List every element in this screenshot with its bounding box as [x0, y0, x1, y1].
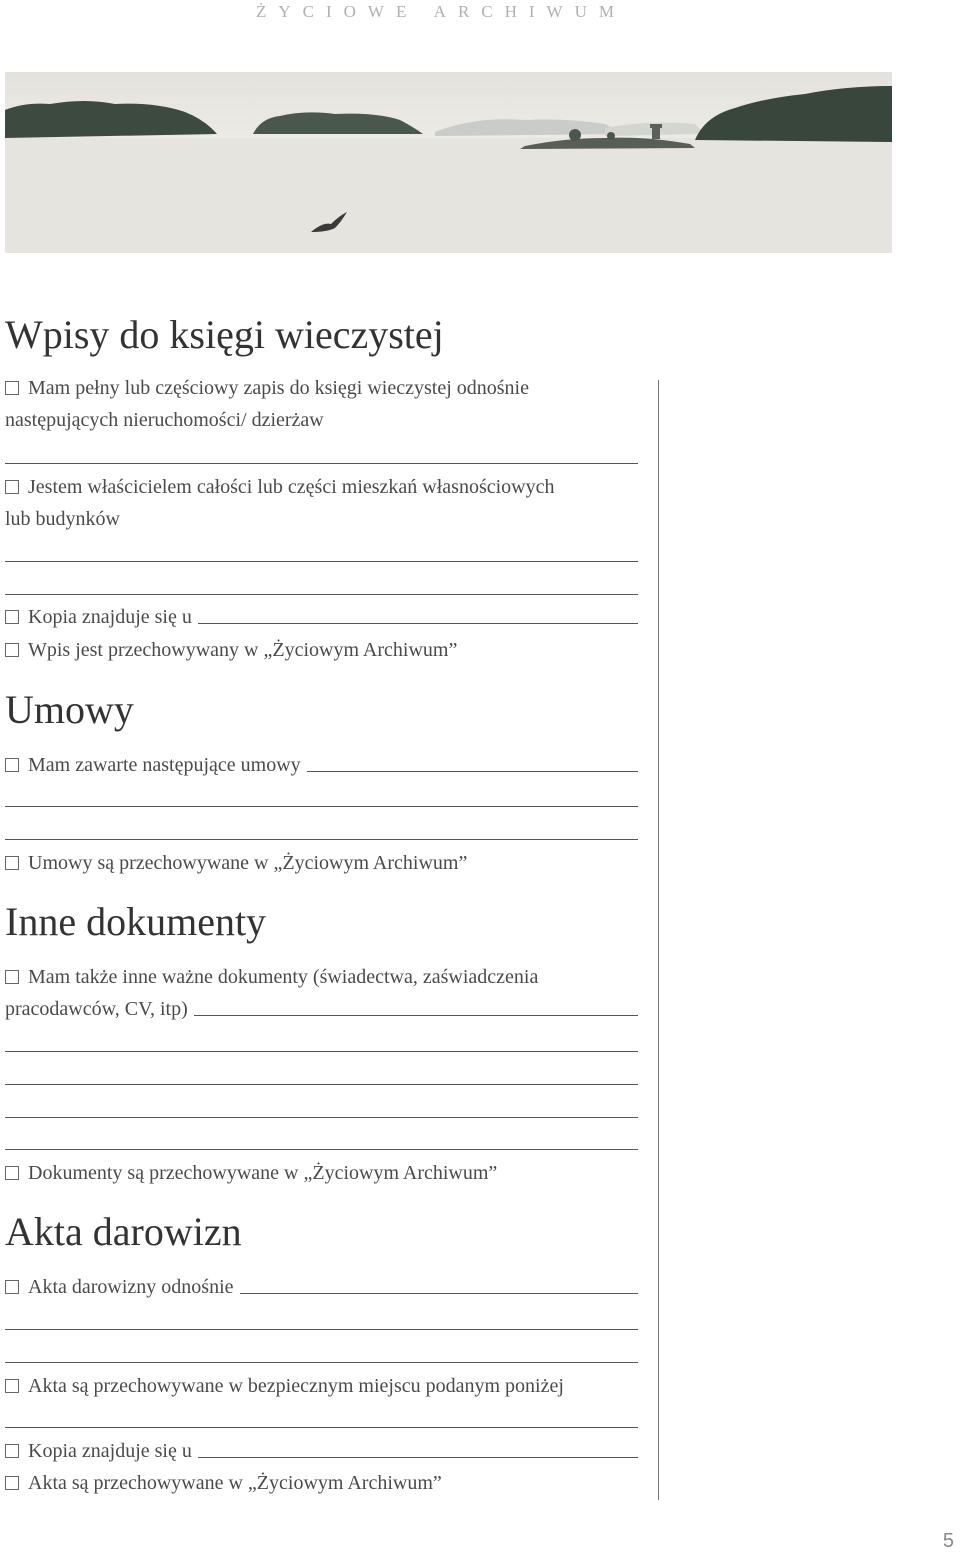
checkbox[interactable]	[5, 643, 19, 657]
fill-in-line[interactable]	[5, 1427, 638, 1428]
donation-deeds-copy-holder[interactable]	[5, 1441, 638, 1461]
page-number: 5	[942, 1530, 954, 1552]
hero-photo-sea-islands	[5, 72, 892, 253]
checkbox[interactable]	[5, 480, 19, 494]
fill-in-line[interactable]	[198, 622, 638, 624]
other-documents-stored[interactable]	[5, 1163, 497, 1183]
item-label-continuation-row	[5, 999, 638, 1019]
item-label: Wpis jest przechowywany w „Życiowym Archiwum”	[28, 639, 458, 661]
fill-in-line[interactable]	[5, 839, 638, 840]
fill-in-line[interactable]	[5, 1117, 638, 1118]
fill-in-line[interactable]	[5, 561, 638, 562]
item-label: Jestem właścicielem całości lub części mieszkań własnościowych	[28, 476, 555, 498]
item-label-continuation: następujących nieruchomości/ dzierżaw	[5, 409, 324, 431]
checkbox[interactable]	[5, 1280, 19, 1294]
item-label: Akta są przechowywane w bezpiecznym miejscu podanym poniżej	[28, 1375, 564, 1397]
seascape-image	[5, 72, 892, 253]
checkbox[interactable]	[5, 1476, 19, 1490]
item-label: Akta darowizny odnośnie	[28, 1276, 234, 1298]
fill-in-line[interactable]	[5, 1362, 638, 1363]
section-title-donation-deeds: Akta darowizn	[5, 1209, 242, 1254]
land-register-stored[interactable]	[5, 640, 457, 660]
item-label: Mam pełny lub częściowy zapis do księgi wieczystej odnośnie	[28, 377, 529, 399]
fill-in-line[interactable]	[5, 594, 638, 595]
section-title-land-register: Wpisy do księgi wieczystej	[5, 312, 444, 357]
donation-deeds-stored[interactable]	[5, 1473, 442, 1493]
fill-in-line[interactable]	[194, 1014, 638, 1016]
fill-in-line[interactable]	[307, 770, 638, 772]
land-register-copy-holder[interactable]	[5, 607, 638, 627]
item-label: Akta są przechowywane w „Życiowym Archiwum”	[28, 1472, 442, 1494]
land-register-item-2[interactable]	[5, 477, 645, 497]
contracts-stored[interactable]	[5, 853, 467, 873]
margin-rule	[658, 380, 659, 1500]
donation-deeds-item-1[interactable]	[5, 1277, 638, 1297]
checkbox[interactable]	[5, 1444, 19, 1458]
item-label: Kopia znajduje się u	[28, 606, 192, 628]
section-title-contracts: Umowy	[5, 687, 134, 732]
checkbox[interactable]	[5, 970, 19, 984]
checkbox[interactable]	[5, 381, 19, 395]
item-label-continuation: lub budynków	[5, 508, 120, 530]
running-header: ŻYCIOWE ARCHIWUM	[255, 2, 626, 21]
item-label: Umowy są przechowywane w „Życiowym Archiwum”	[28, 852, 468, 874]
fill-in-line[interactable]	[198, 1456, 638, 1458]
item-label-continuation: pracodawców, CV, itp)	[5, 998, 188, 1020]
item-label: Dokumenty są przechowywane w „Życiowym Archiwum”	[28, 1162, 498, 1184]
fill-in-line[interactable]	[5, 806, 638, 807]
fill-in-line[interactable]	[5, 1084, 638, 1085]
checkbox[interactable]	[5, 856, 19, 870]
checkbox[interactable]	[5, 758, 19, 772]
item-label: Mam także inne ważne dokumenty (świadectwa, zaświadczenia	[28, 966, 539, 988]
checkbox[interactable]	[5, 610, 19, 624]
fill-in-line[interactable]	[5, 463, 638, 464]
item-label: Kopia znajduje się u	[28, 1440, 192, 1462]
item-label: Mam zawarte następujące umowy	[28, 754, 301, 776]
fill-in-line[interactable]	[5, 1149, 638, 1150]
land-register-item-1[interactable]	[5, 378, 645, 398]
fill-in-line[interactable]	[240, 1292, 638, 1294]
fill-in-line[interactable]	[5, 1051, 638, 1052]
other-documents-item-1[interactable]	[5, 967, 645, 987]
donation-deeds-item-2[interactable]	[5, 1376, 564, 1396]
checkbox[interactable]	[5, 1166, 19, 1180]
contracts-item-1[interactable]	[5, 755, 638, 775]
checkbox[interactable]	[5, 1379, 19, 1393]
fill-in-line[interactable]	[5, 1329, 638, 1330]
section-title-other-documents: Inne dokumenty	[5, 899, 267, 944]
